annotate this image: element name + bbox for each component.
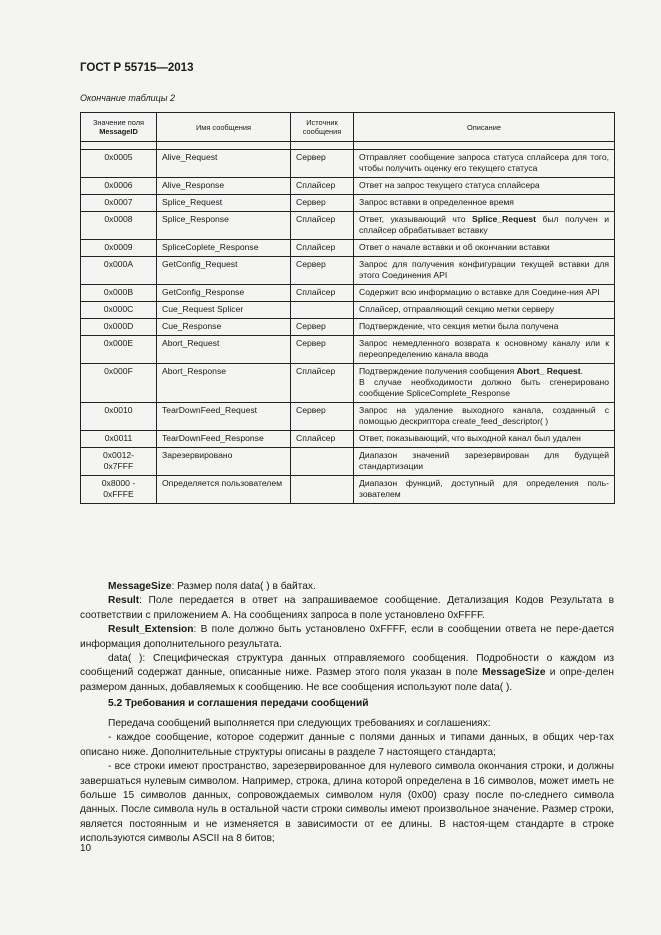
cell-source-text: Сплайсер	[296, 214, 336, 224]
header-value-field: MessageID	[99, 127, 138, 136]
cell-source	[291, 448, 354, 476]
cell-description	[354, 195, 615, 212]
document-title: ГОСТ Р 55715—2013	[80, 62, 194, 74]
cell-name-text: Зарезервировано	[162, 450, 233, 460]
cell-source	[291, 403, 354, 431]
messages-table	[80, 112, 615, 504]
cell-name-text: Alive_Request	[162, 152, 218, 162]
table-row	[81, 195, 615, 212]
cell-description	[354, 431, 615, 448]
cell-source	[291, 336, 354, 364]
cell-description	[354, 178, 615, 195]
cell-name	[157, 302, 291, 319]
cell-name-text: Abort_Response	[162, 366, 227, 376]
description-text: Диапазон значений зарезервирован для будущей стандартизации	[359, 450, 609, 471]
section-paragraph-1: Передача сообщений выполняется при следующих требованиях и соглашениях:	[108, 718, 491, 729]
term-result-extension: Result_Extension	[108, 624, 194, 636]
cell-name	[157, 257, 291, 285]
term-data-messagesize: MessageSize	[482, 667, 546, 679]
cell-name	[157, 178, 291, 195]
cell-value-text: 0x0008	[104, 214, 133, 224]
table-row	[81, 448, 615, 476]
cell-source	[291, 240, 354, 257]
cell-description	[354, 285, 615, 302]
note-result-extension	[80, 623, 614, 652]
description-text: Диапазон функций, доступный для определения поль-зователем	[359, 478, 609, 499]
cell-source	[291, 364, 354, 403]
cell-source	[291, 257, 354, 285]
description-post-text: был получен и сплайсер обрабатывает вставку	[359, 214, 610, 235]
cell-description	[354, 476, 615, 504]
table-row	[81, 212, 615, 240]
term-messagesize: MessageSize	[108, 581, 172, 592]
cell-value	[81, 257, 157, 285]
description-bold-text: Abort_ Request	[516, 366, 581, 376]
cell-description	[354, 364, 615, 403]
table-row	[81, 178, 615, 195]
cell-name-text: TearDownFeed_Request	[162, 405, 258, 415]
cell-source	[291, 319, 354, 336]
table-row	[81, 431, 615, 448]
header-value	[81, 113, 157, 142]
cell-value-text: 0x000B	[103, 287, 134, 297]
cell-name-text: TearDownFeed_Response	[162, 433, 264, 443]
term-result: Result	[108, 595, 140, 607]
cell-value-text: 0x0005	[104, 152, 133, 162]
note-data	[80, 652, 614, 695]
cell-source-text: Сплайсер	[296, 180, 336, 190]
cell-name-text: Splice_Response	[162, 214, 229, 224]
section-paragraph-2: - каждое сообщение, которое содержит данные с полями данных и типами данных, в общих чер-тах описано ниже. Дополнительные структуры описаны в разделе 7 настоящего стандарта;	[80, 732, 614, 758]
cell-value-text: 0x0011	[104, 433, 133, 443]
table-row	[81, 319, 615, 336]
cell-value-text: 0x0007	[104, 197, 133, 207]
cell-value	[81, 195, 157, 212]
cell-source-text: Сервер	[296, 321, 326, 331]
section-body	[80, 717, 614, 847]
cell-source	[291, 476, 354, 504]
header-description: Описание	[354, 113, 615, 142]
cell-description	[354, 319, 615, 336]
note-result-text: : Поле передается в ответ на запрашиваемое сообщение. Детализация Кодов Результата в соответствии с приложением А. На сообщениях запроса в поле установлено 0xFFFF.	[80, 595, 614, 621]
cell-value	[81, 336, 157, 364]
description-post-text: .	[580, 366, 583, 376]
cell-value-text: 0x000A	[103, 259, 134, 269]
section-heading: 5.2 Требования и соглашения передачи сообщений	[108, 698, 369, 709]
description-text: Сплайсер, отправляющий секцию метки серверу	[359, 304, 555, 314]
cell-value	[81, 403, 157, 431]
table-row	[81, 257, 615, 285]
cell-description	[354, 403, 615, 431]
table-row	[81, 476, 615, 504]
cell-source	[291, 431, 354, 448]
cell-name	[157, 448, 291, 476]
cell-value-text: 0x000D	[103, 321, 134, 331]
cell-name-text: Splice_Request	[162, 197, 223, 207]
note-result	[80, 594, 614, 623]
description-text: Подтверждение, что секция метки была получена	[359, 321, 559, 331]
description-text: Запрос немедленного возврата к основному каналу или к переопределению канала ввода	[359, 338, 609, 359]
cell-name	[157, 364, 291, 403]
description-text: Ответ о начале вставки и об окончании вставки	[359, 242, 550, 252]
cell-value	[81, 319, 157, 336]
cell-value-text: 0x0010	[104, 405, 133, 415]
table-row	[81, 403, 615, 431]
cell-name	[157, 285, 291, 302]
cell-value	[81, 364, 157, 403]
table-header-row	[81, 113, 615, 142]
cell-value	[81, 431, 157, 448]
description-pre-text: Ответ, указывающий что	[359, 214, 472, 224]
cell-name	[157, 150, 291, 178]
cell-name	[157, 476, 291, 504]
cell-source-text: Сервер	[296, 152, 326, 162]
cell-value-text: 0x000C	[103, 304, 134, 314]
note-data-text-1: data( ): Специфическая структура данных отправляемого сообщения. Подробности о каждом из сообщений содержат данные, описанные ниже. Размер этого поля указан в поле	[80, 653, 614, 679]
cell-source-text: Сплайсер	[296, 433, 336, 443]
description-text: Отправляет сообщение запроса статуса сплайсера для того, чтобы получить оценку его текущего статуса	[359, 152, 609, 173]
table-row	[81, 336, 615, 364]
description-text: Запрос для получения конфигурации текущей вставки для этого Соединения API	[359, 259, 609, 280]
cell-name	[157, 336, 291, 364]
field-notes	[80, 580, 614, 695]
cell-value-text: 0x0012-	[102, 450, 135, 460]
cell-value	[81, 178, 157, 195]
cell-description	[354, 302, 615, 319]
cell-source	[291, 195, 354, 212]
cell-source-text: Сплайсер	[296, 242, 336, 252]
cell-name-text: Cue_Response	[162, 321, 222, 331]
cell-value	[81, 302, 157, 319]
cell-description	[354, 212, 615, 240]
cell-value	[81, 212, 157, 240]
cell-value-text: 0xFFFE	[103, 489, 134, 499]
cell-value-text: 0x000E	[103, 338, 134, 348]
cell-description	[354, 150, 615, 178]
table-row	[81, 364, 615, 403]
table-row	[81, 150, 615, 178]
cell-source-text: Сервер	[296, 338, 326, 348]
page-number: 10	[80, 843, 92, 854]
cell-name	[157, 319, 291, 336]
note-result-extension-text: : В поле должно быть установлено 0xFFFF, если в сообщении ответа не пере-дается информация дополнительного результата.	[80, 624, 614, 650]
note-data-text-2: и опре-делен размером данных, добавляемых к сообщению. Не все сообщения используют поле data( ).	[80, 667, 614, 693]
table-body	[81, 150, 615, 504]
cell-value	[81, 240, 157, 257]
cell-value-text: 0x7FFF	[103, 461, 134, 471]
cell-name	[157, 403, 291, 431]
cell-value	[81, 476, 157, 504]
description-line2-text: В случае необходимости должно быть сгенерировано сообщение SpliceComplete_Response	[359, 377, 609, 398]
cell-value	[81, 285, 157, 302]
table-row	[81, 240, 615, 257]
description-text: Запрос на удаление выходного канала, созданный с помощью дескриптора create_feed_descriptor( )	[359, 405, 609, 426]
note-messagesize	[80, 580, 614, 594]
cell-value-text: 0x000F	[104, 366, 133, 376]
section-paragraph-3: - все строки имеют пространство, зарезервированное для нулевого символа окончания строки, и должны завершаться нулевым символом. Например, строка, длина которой определена в 16 символов, может иметь не больше 15 символов данных, сопровождаемых символом нуля (0x00) сразу после по-следнего символа данных. После символа нуль в остальной части строки символы имеют произвольное значение. Размер строки, является постоянным и не изменяется в зависимости от ее длины. В настоя-щем стандарте в строке используются символы ASCII на 8 битов;	[80, 761, 614, 845]
cell-source-text: Сплайсер	[296, 287, 336, 297]
cell-source-text: Сервер	[296, 259, 326, 269]
header-value-label: Значение поля	[92, 118, 145, 127]
table-header-spacer	[81, 142, 615, 150]
description-text: Ответ, показывающий, что выходной канал был удален	[359, 433, 581, 443]
cell-value-text: 0x0006	[104, 180, 133, 190]
description-text: Содержит всю информацию о вставке для Соедине-ния API	[359, 287, 600, 297]
cell-source-text: Сервер	[296, 197, 326, 207]
description-pre-text: Подтверждение получения сообщения	[359, 366, 517, 376]
table-row	[81, 285, 615, 302]
table-caption: Окончание таблицы 2	[80, 93, 175, 103]
cell-description	[354, 448, 615, 476]
cell-name-text: Alive_Response	[162, 180, 225, 190]
header-source: Источник сообщения	[291, 113, 354, 142]
cell-source-text: Сплайсер	[296, 366, 336, 376]
cell-description	[354, 240, 615, 257]
table-row	[81, 302, 615, 319]
cell-name-text: SpliceCoplete_Response	[162, 242, 259, 252]
cell-source	[291, 150, 354, 178]
cell-source	[291, 285, 354, 302]
cell-source	[291, 302, 354, 319]
cell-value	[81, 150, 157, 178]
cell-name-text: GetConfig_Response	[162, 287, 245, 297]
cell-name	[157, 240, 291, 257]
description-text: Ответ на запрос текущего статуса сплайсера	[359, 180, 540, 190]
cell-name-text: Abort_Request	[162, 338, 220, 348]
cell-description	[354, 336, 615, 364]
cell-name	[157, 212, 291, 240]
header-name: Имя сообщения	[157, 113, 291, 142]
cell-value	[81, 448, 157, 476]
cell-name	[157, 431, 291, 448]
cell-value-text: 0x8000 -	[101, 478, 136, 488]
cell-source	[291, 178, 354, 195]
cell-name-text: GetConfig_Request	[162, 259, 238, 269]
cell-name-text: Определяется пользователем	[162, 478, 283, 488]
cell-name	[157, 195, 291, 212]
cell-source	[291, 212, 354, 240]
description-bold-text: Splice_Request	[472, 214, 536, 224]
cell-value-text: 0x0009	[104, 242, 133, 252]
description-text: Запрос вставки в определенное время	[359, 197, 514, 207]
note-messagesize-text: : Размер поля data( ) в байтах.	[171, 581, 316, 592]
cell-source-text: Сервер	[296, 405, 326, 415]
cell-description	[354, 257, 615, 285]
cell-name-text: Cue_Request Splicer	[162, 304, 244, 314]
